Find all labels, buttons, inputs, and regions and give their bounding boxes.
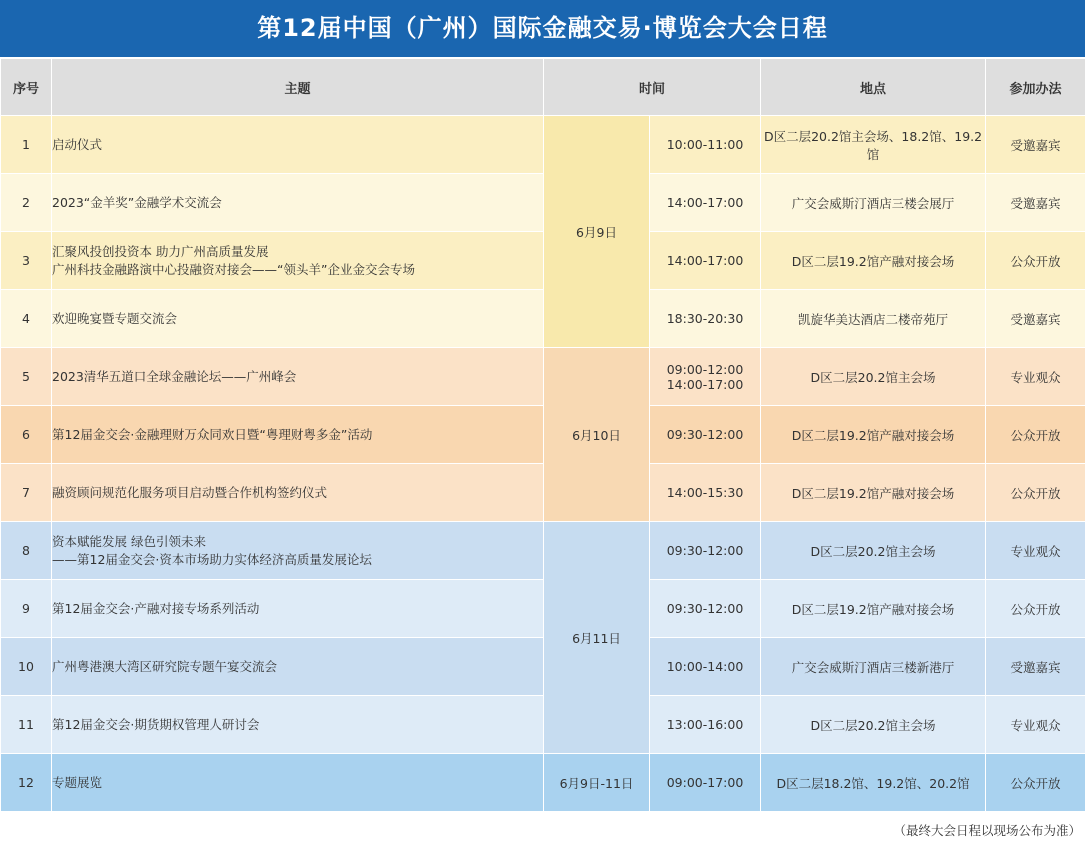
date-cell: 6月11日 bbox=[544, 522, 650, 754]
header-location: 地点 bbox=[761, 59, 986, 116]
table-row bbox=[1, 116, 1085, 174]
row-number: 3 bbox=[1, 232, 52, 290]
table-row bbox=[1, 522, 1085, 580]
row-topic bbox=[52, 696, 544, 754]
row-topic bbox=[52, 638, 544, 696]
row-time: 09:30-12:00 bbox=[650, 406, 761, 464]
row-topic bbox=[52, 580, 544, 638]
row-number: 9 bbox=[1, 580, 52, 638]
row-number: 11 bbox=[1, 696, 52, 754]
table-row bbox=[1, 174, 1085, 232]
table-row bbox=[1, 696, 1085, 754]
table-row bbox=[1, 754, 1085, 812]
row-time: 14:00-17:00 bbox=[650, 174, 761, 232]
row-location: D区二层20.2馆主会场、18.2馆、19.2馆 bbox=[761, 116, 986, 174]
table-row bbox=[1, 348, 1085, 406]
row-topic bbox=[52, 754, 544, 812]
row-method: 专业观众 bbox=[986, 696, 1085, 754]
topic-line: 广州粤港澳大湾区研究院专题午宴交流会 bbox=[52, 658, 278, 674]
topic-line: 第12届金交会·金融理财万众同欢日暨“粤理财粤多金”活动 bbox=[52, 426, 373, 442]
row-time: 09:30-12:00 bbox=[650, 522, 761, 580]
row-number: 6 bbox=[1, 406, 52, 464]
row-location: 凯旋华美达酒店二楼帝苑厅 bbox=[761, 290, 986, 348]
topic-line: 资本赋能发展 绿色引领未来 bbox=[52, 533, 206, 549]
date-cell: 6月10日 bbox=[544, 348, 650, 522]
schedule-table bbox=[0, 58, 1085, 812]
row-topic bbox=[52, 348, 544, 406]
row-number: 1 bbox=[1, 116, 52, 174]
row-time: 14:00-17:00 bbox=[650, 232, 761, 290]
topic-line: ——第12届金交会·资本市场助力实体经济高质量发展论坛 bbox=[52, 551, 372, 567]
row-topic bbox=[52, 290, 544, 348]
row-number: 7 bbox=[1, 464, 52, 522]
row-location: D区二层19.2馆产融对接会场 bbox=[761, 232, 986, 290]
row-location: D区二层19.2馆产融对接会场 bbox=[761, 580, 986, 638]
topic-line: 欢迎晚宴暨专题交流会 bbox=[52, 310, 178, 326]
row-topic bbox=[52, 464, 544, 522]
row-method: 受邀嘉宾 bbox=[986, 116, 1085, 174]
topic-line: 第12届金交会·期货期权管理人研讨会 bbox=[52, 716, 260, 732]
date-cell: 6月9日 bbox=[544, 116, 650, 348]
topic-line: 广州科技金融路演中心投融资对接会——“领头羊”企业金交会专场 bbox=[52, 261, 415, 277]
row-number: 2 bbox=[1, 174, 52, 232]
row-topic bbox=[52, 406, 544, 464]
row-method: 公众开放 bbox=[986, 464, 1085, 522]
row-number: 4 bbox=[1, 290, 52, 348]
table-row bbox=[1, 232, 1085, 290]
row-method: 公众开放 bbox=[986, 580, 1085, 638]
row-time: 14:00-15:30 bbox=[650, 464, 761, 522]
topic-line: 2023清华五道口全球金融论坛——广州峰会 bbox=[52, 368, 297, 384]
topic-line: 汇聚风投创投资本 助力广州高质量发展 bbox=[52, 243, 269, 259]
table-row bbox=[1, 464, 1085, 522]
row-number: 10 bbox=[1, 638, 52, 696]
row-method: 受邀嘉宾 bbox=[986, 290, 1085, 348]
row-location: 广交会威斯汀酒店三楼新港厅 bbox=[761, 638, 986, 696]
row-method: 专业观众 bbox=[986, 348, 1085, 406]
row-topic bbox=[52, 116, 544, 174]
row-time: 09:30-12:00 bbox=[650, 580, 761, 638]
row-method: 公众开放 bbox=[986, 406, 1085, 464]
time-line: 14:00-17:00 bbox=[666, 376, 744, 392]
table-row bbox=[1, 638, 1085, 696]
topic-line: 第12届金交会·产融对接专场系列活动 bbox=[52, 600, 260, 616]
topic-line: 融资顾问规范化服务项目启动暨合作机构签约仪式 bbox=[52, 484, 328, 500]
header-topic: 主题 bbox=[52, 59, 544, 116]
row-time: 13:00-16:00 bbox=[650, 696, 761, 754]
row-number: 8 bbox=[1, 522, 52, 580]
date-cell: 6月9日-11日 bbox=[544, 754, 650, 812]
row-location: D区二层20.2馆主会场 bbox=[761, 522, 986, 580]
footnote: （最终大会日程以现场公布为准） bbox=[893, 823, 1081, 838]
time-line: 09:00-12:00 bbox=[666, 361, 744, 377]
row-time: 10:00-11:00 bbox=[650, 116, 761, 174]
row-number: 12 bbox=[1, 754, 52, 812]
row-method: 受邀嘉宾 bbox=[986, 174, 1085, 232]
row-location: D区二层19.2馆产融对接会场 bbox=[761, 464, 986, 522]
row-location: D区二层20.2馆主会场 bbox=[761, 696, 986, 754]
row-location: D区二层19.2馆产融对接会场 bbox=[761, 406, 986, 464]
row-location: 广交会威斯汀酒店三楼会展厅 bbox=[761, 174, 986, 232]
table-header-row bbox=[1, 59, 1085, 116]
table-row bbox=[1, 406, 1085, 464]
row-location: D区二层18.2馆、19.2馆、20.2馆 bbox=[761, 754, 986, 812]
table-row bbox=[1, 580, 1085, 638]
header-time: 时间 bbox=[544, 59, 761, 116]
row-method: 公众开放 bbox=[986, 232, 1085, 290]
row-time: 10:00-14:00 bbox=[650, 638, 761, 696]
topic-line: 2023“金羊奖”金融学术交流会 bbox=[52, 194, 222, 210]
header-no: 序号 bbox=[1, 59, 52, 116]
row-topic bbox=[52, 232, 544, 290]
row-method: 受邀嘉宾 bbox=[986, 638, 1085, 696]
row-method: 专业观众 bbox=[986, 522, 1085, 580]
row-location: D区二层20.2馆主会场 bbox=[761, 348, 986, 406]
page-title: 第12届中国（广州）国际金融交易·博览会大会日程 bbox=[0, 0, 1085, 57]
row-topic bbox=[52, 522, 544, 580]
row-time: 09:00-17:00 bbox=[650, 754, 761, 812]
row-number: 5 bbox=[1, 348, 52, 406]
table-row bbox=[1, 290, 1085, 348]
row-time: 18:30-20:30 bbox=[650, 290, 761, 348]
topic-line: 启动仪式 bbox=[52, 136, 103, 152]
row-time bbox=[650, 348, 761, 406]
row-topic bbox=[52, 174, 544, 232]
row-method: 公众开放 bbox=[986, 754, 1085, 812]
topic-line: 专题展览 bbox=[52, 774, 103, 790]
header-method: 参加办法 bbox=[986, 59, 1085, 116]
